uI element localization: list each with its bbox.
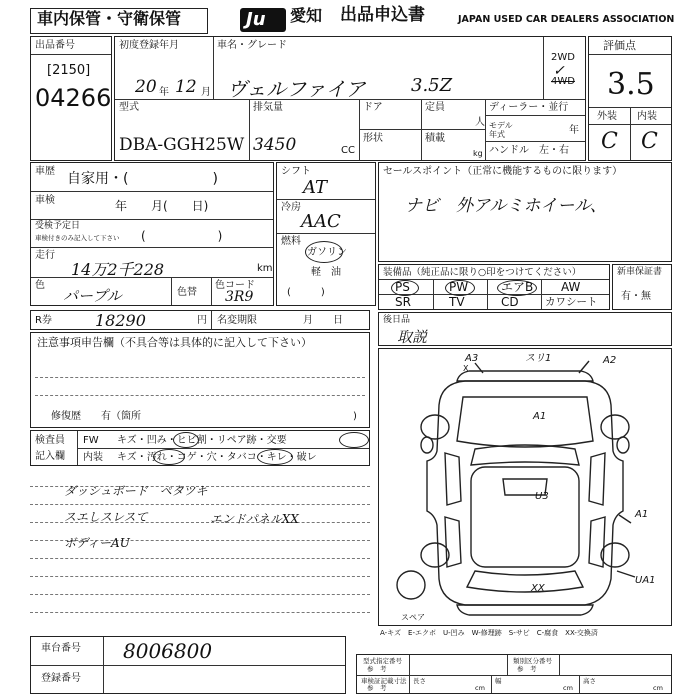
divider: [630, 107, 631, 160]
vehicle-info-box: [114, 36, 586, 161]
color-code-value: 3R9: [225, 289, 254, 305]
height-unit: cm: [653, 684, 663, 692]
divider: [277, 233, 375, 234]
load-unit: kg: [473, 149, 483, 158]
model-number-sub: 参 考: [367, 665, 387, 673]
post-items-box: [378, 312, 672, 346]
mark-circle: [153, 449, 185, 465]
storage-label-box: [30, 8, 208, 34]
damage-mark: UA1: [635, 575, 656, 586]
divider: [30, 576, 370, 577]
comment-line: ボディーAU: [64, 536, 130, 550]
height-label: 高さ: [583, 677, 596, 685]
receipt-label: 受検予定日: [35, 221, 81, 231]
exterior-grade: C: [601, 129, 618, 154]
damage-legend: A-キズ E-エクボ U-凹み W-修理跡 S-サビ C-腐食 XX-交換済: [380, 629, 598, 637]
model-label: 型式: [119, 102, 139, 113]
model-year-label: モデル年式: [489, 121, 513, 139]
ac-label: 冷房: [281, 202, 301, 213]
repair-label: 修復歴 有（箇所: [51, 411, 141, 422]
registration-label: 初度登録年月: [119, 40, 179, 51]
car-name-label: 車名・グレード: [217, 40, 287, 51]
notes-label: 注意事項申告欄（不具合等は具体的に記入して下さい）: [37, 336, 312, 349]
divider: [357, 675, 671, 676]
drive-2wd: 2WD: [551, 52, 575, 63]
evaluation-label: 評価点: [603, 39, 636, 52]
equipment-item: SR: [395, 295, 411, 309]
interior-grade: C: [641, 129, 658, 154]
divider: [589, 124, 671, 125]
storage-label: 車内保管・守衛保管: [37, 9, 182, 28]
color-code-label: 色コード: [215, 280, 255, 291]
fuel-paren: ( ): [287, 287, 325, 298]
fuel-label: 燃料: [281, 236, 301, 247]
chassis-label: 車台番号: [41, 643, 81, 654]
width-label: 幅: [495, 677, 502, 685]
mileage-label: 走行: [35, 250, 55, 261]
repair-close: ): [353, 411, 357, 422]
damage-mark: A1: [635, 509, 649, 520]
receipt-note: 車検付きのみ記入して下さい: [35, 234, 120, 242]
divider: [31, 54, 111, 55]
divider: [543, 37, 544, 99]
class-number-sub: 参 考: [517, 665, 537, 673]
tax-unit: 円: [197, 315, 207, 326]
warranty-box: [612, 264, 672, 310]
selling-points-box: [378, 162, 672, 262]
shape-label: 形状: [363, 133, 383, 144]
length-label: 長さ: [413, 677, 426, 685]
mark-circle: [339, 432, 369, 448]
damage-mark: A2: [603, 355, 617, 366]
doors-label: ドア: [363, 102, 383, 113]
color-value: パープル: [63, 287, 122, 305]
inspection-value: 年 月( 日): [115, 199, 209, 213]
listing-number: 04266: [35, 84, 112, 112]
registration-number-label: 登録番号: [41, 673, 81, 684]
divider: [30, 612, 370, 613]
listing-number-box: [30, 36, 112, 161]
post-items-value: 取説: [397, 328, 428, 346]
model-number-box: [356, 654, 672, 694]
divider: [31, 219, 273, 220]
chassis-number: 8006800: [123, 639, 213, 663]
divider: [507, 655, 508, 675]
equipment-circle-pw: [445, 280, 475, 296]
tax-box: [30, 310, 370, 330]
divider: [31, 247, 273, 248]
registration-year-unit: 年: [159, 87, 169, 98]
damage-mark: X: [463, 364, 469, 373]
logo-region: 愛知: [290, 6, 323, 25]
fw-label: FW: [83, 435, 99, 446]
mark-circle: [257, 449, 293, 465]
comment-line: ダッシュボード ペタツキ: [64, 484, 208, 498]
divider: [30, 558, 370, 559]
evaluation-score: 3.5: [607, 67, 655, 102]
specs-box: [276, 162, 376, 306]
tax-label: R券: [35, 315, 52, 326]
equipment-circle-airbag: [497, 280, 537, 296]
form-title: 出品申込書: [340, 5, 425, 25]
divider: [77, 448, 369, 449]
registration-month: 12: [175, 77, 197, 97]
history-value: 自家用・( ): [67, 171, 218, 187]
interior-items-label: 内装: [83, 452, 103, 463]
ac-value: AAC: [301, 211, 341, 232]
mileage-value: 14万2千228: [71, 260, 165, 279]
association-name: JAPAN USED CAR DEALERS ASSOCIATION: [458, 14, 675, 25]
load-label: 積載: [425, 133, 445, 144]
capacity-label: 定員: [425, 102, 445, 113]
drive-check-mark: ✓: [553, 63, 565, 79]
class-number-label: 類別区分番号: [513, 657, 552, 665]
registration-year: 20: [135, 77, 157, 97]
divider: [485, 115, 585, 116]
tax-amount: 18290: [95, 311, 146, 330]
inspector-box: [30, 430, 370, 466]
dealer-label: ディーラー・並行: [489, 102, 569, 113]
drive-4wd: 4WD: [551, 76, 575, 87]
divider: [211, 277, 212, 305]
model-year-unit: 年: [569, 125, 579, 136]
divider: [35, 377, 365, 378]
listing-number-label: 出品番号: [35, 40, 75, 51]
receipt-value: ( ): [141, 229, 223, 243]
inspector-label-1: 検査員: [35, 435, 65, 446]
expiry-value: 月 日: [303, 315, 343, 326]
divider: [541, 279, 542, 309]
displacement-unit: CC: [341, 145, 355, 156]
equipment-item: TV: [449, 295, 465, 309]
displacement-value: 3450: [253, 135, 297, 155]
capacity-unit: 人: [475, 117, 485, 128]
selling-points-text: ナビ 外アルミホイール、: [405, 196, 607, 216]
inspector-label-2: 記入欄: [35, 451, 65, 462]
divider: [30, 594, 370, 595]
divider: [31, 665, 345, 666]
divider: [485, 99, 486, 160]
shift-label: シフト: [281, 166, 311, 177]
equipment-item: CD: [501, 295, 519, 309]
listing-sub-number: [2150]: [47, 63, 91, 78]
damage-mark: スリ1: [525, 353, 552, 364]
divider: [213, 37, 214, 99]
equipment-item: カワシート: [545, 296, 598, 308]
dims-sub: 参 考: [367, 684, 387, 692]
divider: [409, 675, 410, 693]
divider: [491, 675, 492, 693]
divider: [579, 675, 580, 693]
displacement-label: 排気量: [253, 102, 283, 113]
chassis-box: [30, 636, 346, 694]
color-label: 色: [35, 280, 45, 291]
evaluation-box: [588, 36, 672, 161]
fuel-gasoline: ガソリン: [307, 247, 347, 258]
car-grade: 3.5Z: [411, 75, 453, 96]
expiry-label: 名変期限: [217, 315, 257, 326]
notes-box: [30, 332, 370, 428]
divider: [359, 129, 485, 130]
divider: [211, 311, 212, 329]
equipment-item: PS: [395, 280, 410, 294]
equipment-item: AW: [561, 280, 581, 294]
divider: [115, 99, 585, 100]
history-box: [30, 162, 274, 306]
selling-points-label: セールスポイント（正常に機能するものに限ります）: [383, 166, 623, 177]
car-name: ヴェルファイア: [227, 77, 366, 101]
mileage-unit: km: [257, 263, 273, 274]
divider: [35, 395, 365, 396]
ju-logo-text: Ju: [246, 9, 266, 30]
shift-value: AT: [303, 177, 328, 198]
warranty-value: 有・無: [621, 291, 651, 302]
fw-items: キズ・凹み・ヒビ割・リペア跡・交要: [117, 435, 287, 446]
divider: [277, 199, 375, 200]
equipment-circle-ps: [391, 280, 419, 296]
post-items-label: 後日品: [383, 315, 411, 325]
damage-mark: A3: [465, 353, 479, 364]
comments-area: [30, 468, 370, 618]
damage-mark: U3: [535, 491, 549, 502]
divider: [31, 191, 273, 192]
mark-circle: [173, 432, 199, 448]
ju-logo: [240, 8, 286, 32]
damage-mark: A1: [533, 411, 547, 422]
interior-items: キズ・汚れ・コゲ・穴・タバコ・キレ・破レ: [117, 452, 317, 463]
dims-label: 車検証記載寸法: [361, 677, 407, 685]
divider: [30, 504, 370, 505]
divider: [171, 277, 172, 305]
warranty-label: 新車保証書: [617, 267, 663, 277]
equipment-label: 装備品（純正品に限り○印をつけてください）: [383, 267, 582, 278]
divider: [485, 141, 585, 142]
width-unit: cm: [563, 684, 573, 692]
length-unit: cm: [475, 684, 485, 692]
fuel-diesel: 軽 油: [311, 267, 341, 278]
divider: [559, 655, 560, 675]
damage-mark: XX: [531, 583, 545, 594]
interior-label: 内装: [637, 111, 657, 122]
divider: [31, 277, 273, 278]
spare-label: スペア: [401, 613, 425, 622]
equipment-box: [378, 264, 610, 310]
model-code: DBA-GGH25W: [119, 135, 245, 155]
comment-right: エンドパネルXX: [210, 512, 299, 526]
equipment-item: エアB: [501, 280, 534, 294]
car-diagram: [379, 349, 671, 625]
inspection-label: 車検: [35, 195, 55, 206]
damage-diagram-box: [378, 348, 672, 626]
divider: [433, 279, 434, 309]
divider: [487, 279, 488, 309]
fuel-circle: [305, 241, 343, 263]
comment-line: スエしスレスて: [64, 510, 148, 524]
equipment-item: PW: [449, 280, 469, 294]
divider: [589, 54, 671, 55]
color-change-label: 色替: [177, 287, 197, 298]
divider: [409, 655, 410, 675]
registration-month-unit: 月: [201, 87, 211, 98]
model-number-label: 型式指定番号: [363, 657, 402, 665]
history-label: 車歴: [35, 166, 55, 177]
handle-label: ハンドル 左・右: [489, 145, 569, 156]
exterior-label: 外装: [597, 111, 617, 122]
divider: [249, 99, 250, 160]
